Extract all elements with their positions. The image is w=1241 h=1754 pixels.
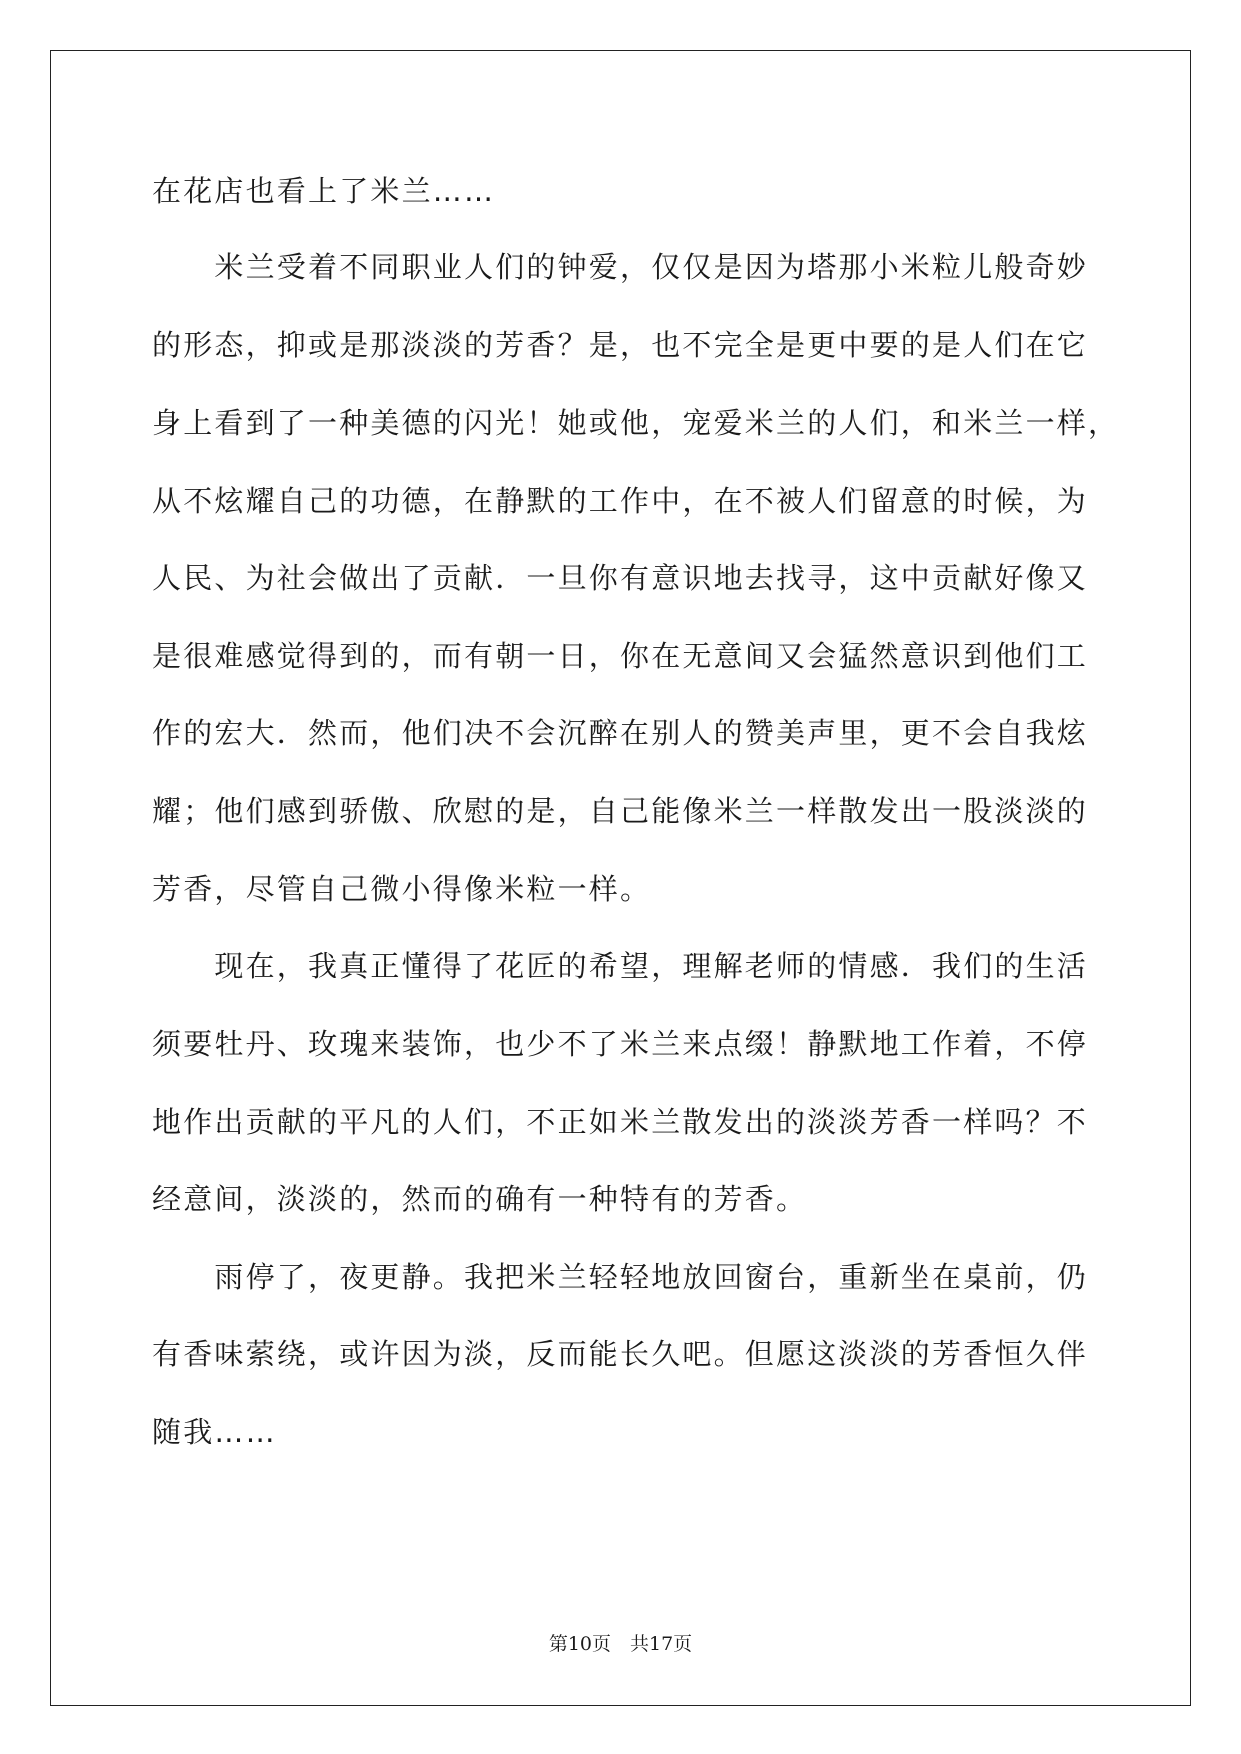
text-line-12: 须要牡丹、玫瑰来装饰，也少不了米兰来点缀！静默地工作着，不停 bbox=[152, 1027, 1089, 1061]
text-line-6: 人民、为社会做出了贡献．一旦你有意识地去找寻，这中贡献好像又 bbox=[152, 561, 1089, 595]
text-line-1: 在花店也看上了米兰…… bbox=[152, 174, 496, 208]
text-line-5: 从不炫耀自己的功德，在静默的工作中，在不被人们留意的时候，为 bbox=[152, 484, 1089, 518]
text-line-8: 作的宏大．然而，他们决不会沉醉在别人的赞美声里，更不会自我炫 bbox=[152, 716, 1089, 750]
text-line-4: 身上看到了一种美德的闪光！她或他，宠爱米兰的人们，和米兰一样， bbox=[152, 406, 1120, 440]
text-line-11: 现在，我真正懂得了花匠的希望，理解老师的情感．我们的生活 bbox=[152, 949, 1089, 983]
text-line-3: 的形态，抑或是那淡淡的芳香？是，也不完全是更中要的是人们在它 bbox=[152, 328, 1089, 362]
text-line-16: 有香味萦绕，或许因为淡，反而能长久吧。但愿这淡淡的芳香恒久伴 bbox=[152, 1337, 1089, 1371]
text-line-13: 地作出贡献的平凡的人们，不正如米兰散发出的淡淡芳香一样吗？不 bbox=[152, 1105, 1089, 1139]
page-number-footer: 第10页 共17页 bbox=[548, 1633, 693, 1655]
text-line-17: 随我…… bbox=[152, 1415, 277, 1449]
text-line-9: 耀；他们感到骄傲、欣慰的是，自己能像米兰一样散发出一股淡淡的 bbox=[152, 794, 1089, 828]
text-line-10: 芳香，尽管自己微小得像米粒一样。 bbox=[152, 872, 652, 906]
text-line-15: 雨停了，夜更静。我把米兰轻轻地放回窗台，重新坐在桌前，仍 bbox=[152, 1260, 1089, 1294]
text-line-14: 经意间，淡淡的，然而的确有一种特有的芳香。 bbox=[152, 1182, 808, 1216]
text-line-2: 米兰受着不同职业人们的钟爱，仅仅是因为塔那小米粒儿般奇妙 bbox=[152, 250, 1089, 284]
text-line-7: 是很难感觉得到的，而有朝一日，你在无意间又会猛然意识到他们工 bbox=[152, 639, 1089, 673]
